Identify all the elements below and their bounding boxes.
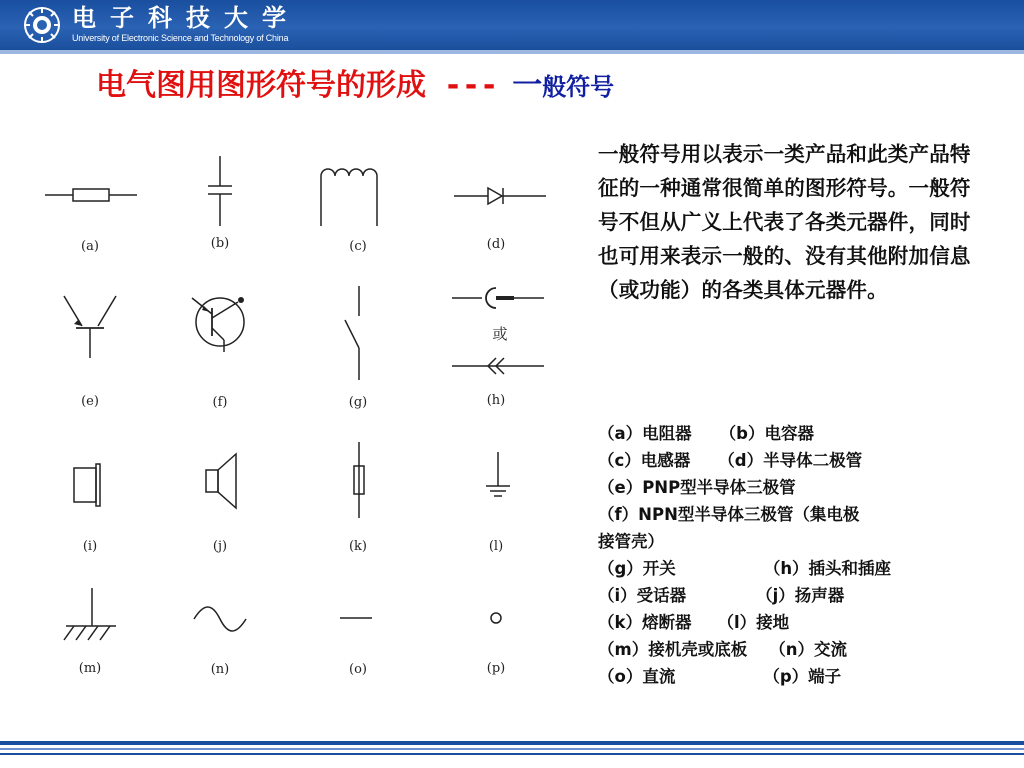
slide-title [96,66,614,110]
plug-socket-symbol-1 [448,282,548,314]
legend-line: 接管壳） [598,532,664,551]
caption-k: (k) [348,539,368,554]
caption-j: (j) [212,539,228,554]
resistor-symbol [40,175,140,215]
diode-symbol [450,180,550,212]
caption-e: (e) [81,394,99,409]
caption-n: (n) [210,662,230,677]
legend-line: （o）直流 （p）端子 [598,667,842,686]
legend-line: （g）开关 （h）插头和插座 [598,559,892,578]
caption-f: (f) [212,395,228,410]
caption-a: (a) [81,239,99,254]
legend-line: （a）电阻器 （b）电容器 [598,424,814,443]
dc-symbol [336,608,376,628]
receiver-symbol [68,460,108,508]
caption-o: (o) [349,662,367,677]
header-banner [0,0,1024,50]
title-sub-first: 一 [512,68,543,103]
or-label: 或 [492,325,508,343]
university-logo [22,5,62,45]
title-sub-rest: 般符号 [542,73,615,101]
university-name-cn: 电子科技大学 [72,3,300,32]
caption-i: (i) [82,539,98,554]
speaker-symbol [200,450,244,512]
caption-b: (b) [210,236,230,251]
footer-line [0,748,1024,750]
terminal-symbol [484,606,508,630]
legend-line: （k）熔断器 （l）接地 [598,613,790,632]
inductor-symbol [315,158,395,230]
legend-line: （f）NPN型半导体三极管（集电极 [598,505,860,524]
legend-line: （c）电感器 （d）半导体二极管 [598,451,863,470]
pnp-transistor-symbol [60,292,120,362]
description-text: 一般符号用以表示一类产品和此类产品特征的一种通常很简单的图形符号。一般符号不但从广义上代表了各类元器件，同时也可用来表示一般的、没有其他附加信息（或功能）的各类具体元器件。 [598,142,971,302]
footer-line [0,753,1024,755]
caption-c: (c) [349,239,367,254]
capacitor-symbol [200,152,240,230]
symbol-legend [598,420,978,690]
caption-l: (l) [488,539,504,554]
plug-socket-symbol-2 [448,350,548,382]
caption-m: (m) [78,661,102,676]
caption-p: (p) [486,661,506,676]
caption-g: (g) [348,395,368,410]
title-main: 电气图用图形符号的形成 [96,68,426,103]
caption-d: (d) [486,237,506,252]
footer-line [0,741,1024,745]
title-dash: --- [444,68,499,103]
switch-symbol [335,284,375,384]
legend-line: （m）接机壳或底板 （n）交流 [598,640,847,659]
university-name-en: University of Electronic Science and Technology of China [72,33,289,43]
ground-symbol [480,450,516,502]
ac-symbol [190,604,250,634]
header-divider [0,50,1024,54]
fuse-symbol [344,440,374,520]
chassis-ground-symbol [58,586,122,648]
caption-h: (h) [486,393,506,408]
npn-transistor-symbol [188,288,256,356]
legend-line: （e）PNP型半导体三极管 [598,478,796,497]
legend-line: （i）受话器 （j）扬声器 [598,586,845,605]
